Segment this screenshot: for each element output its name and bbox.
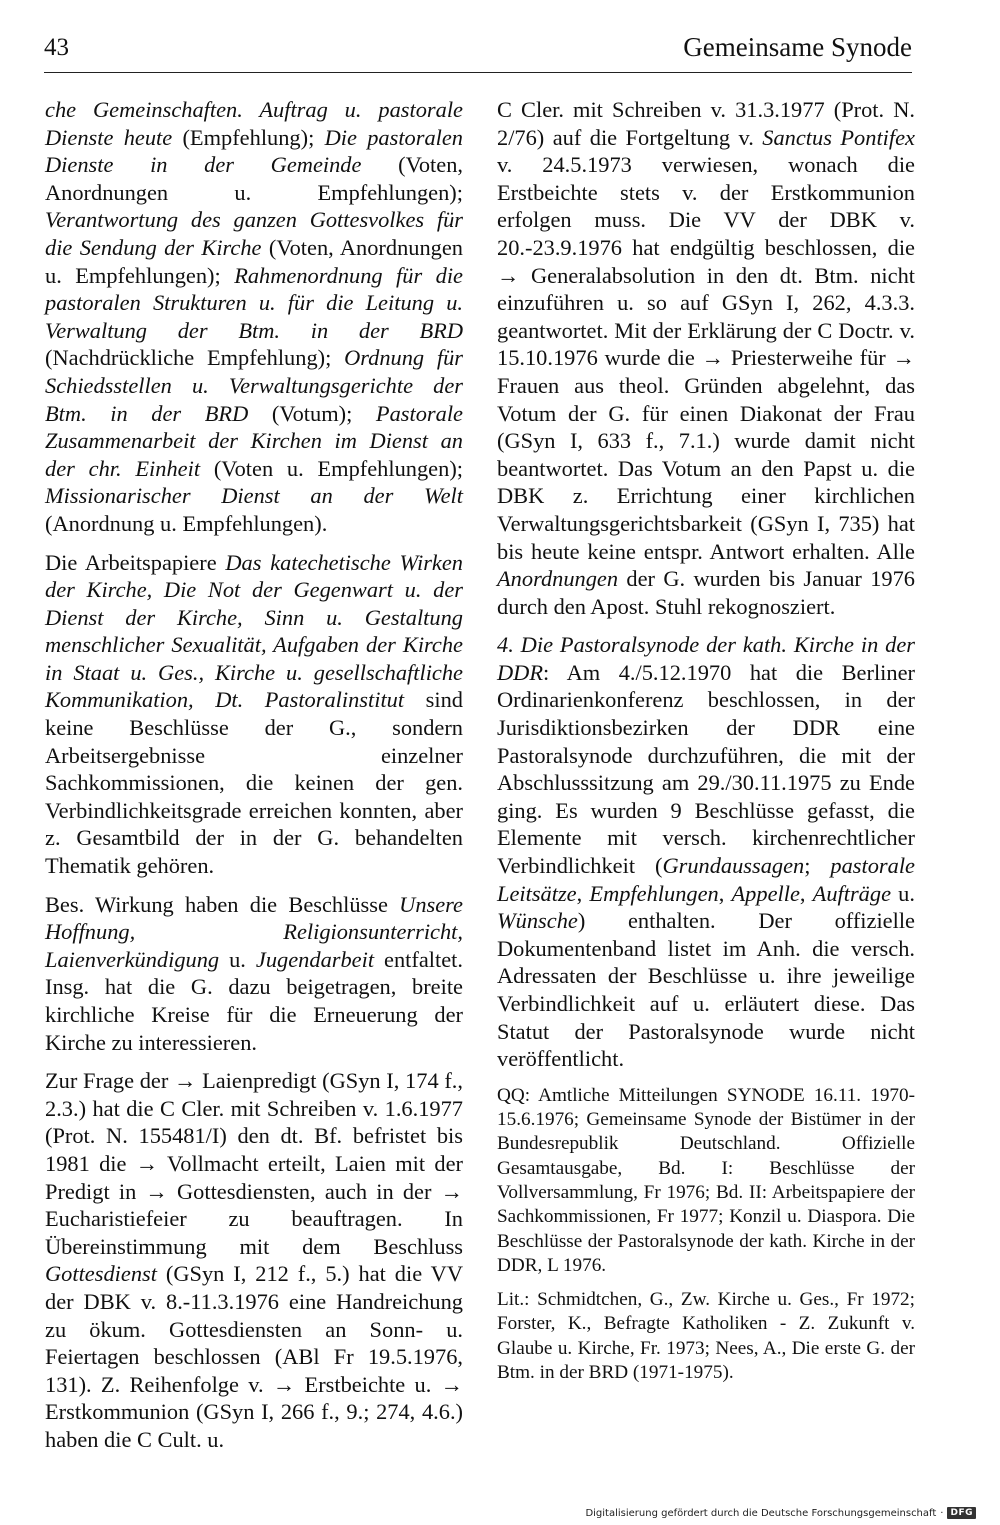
left-column [45, 96, 463, 1465]
text-run: sind keine Beschlüsse der G., sondern Arbeitsergebnisse einzelner Sachkommissionen, die keinen der gen. Verbindlichkeitsgrade erreichen konnten, aber z. Gesamtbild der in der G. behandelten Thematik gehören. [45, 687, 463, 879]
text-run: (Nachdrückliche Empfehlung); [45, 345, 345, 371]
italic-text-run: Aufträge [812, 880, 892, 906]
text-run: , [799, 880, 813, 906]
paragraph [497, 631, 915, 1073]
italic-text-run: Unsere Hoffnung, Religionsunterricht, Laienverkündigung [45, 891, 463, 972]
italic-text-run: Verantwortung des ganzen Gottesvolkes für die Sendung der Kirche [45, 207, 463, 260]
italic-text-run: Die pastoralen Dienste in der Gemeinde [45, 124, 463, 178]
paragraph [45, 96, 463, 538]
text-run: ; [804, 853, 831, 879]
paragraph [45, 1067, 463, 1453]
text-run: Lit.: Schmidtchen, G., Zw. Kirche u. Ges., Fr 1972; Forster, K., Befragte Katholiken - Z. Zukunft v. Glaube u. Kirche, Fr. 1973; Nees, A., Die erste G. der Btm. in der BRD (1971-1975). [497, 1289, 915, 1384]
text-run: entfaltet. Insg. hat die G. dazu beigetragen, breite kirchliche Kreise für die Erneuerung der Kirche zu interessieren. [45, 946, 463, 1055]
text-run: (Votum); [248, 400, 376, 426]
text-run: (Anordnung u. Empfehlungen). [45, 510, 328, 536]
text-run: u. [219, 946, 256, 972]
text-run: u. [891, 880, 915, 906]
text-run: (GSyn I, 212 f., 5.) hat die VV der DBK v. 8.-11.3.1976 eine Handreichung zu ökum. Gottesdiensten an Sonn- u. Feiertagen beschlossen (ABl Fr 19.5.1976, 131). Z. Reihenfolge v. → Erstbeichte u. → Erstkommunion (GSyn I, 266 f., 9.; 274, 4.6.) haben die C Cult. u. [45, 1261, 463, 1452]
text-run: Bes. Wirkung haben die Beschlüsse [45, 891, 400, 917]
italic-text-run: pastorale Leitsätze [497, 853, 915, 906]
text-run: ) enthalten. Der offizielle Dokumentenband listet im Anh. die versch. Adressaten der Beschlüsse u. ihre jeweilige Verbindlichkeit auf u. erläutert diese. Das Statut der Pastoralsynode wurde nicht veröffentlicht. [497, 908, 915, 1072]
italic-text-run: Anordnungen [497, 566, 619, 592]
text-run: der G. wurden bis Januar 1976 durch den Apost. Stuhl rekognosziert. [497, 566, 915, 619]
italic-text-run: Rahmenordnung für die pastoralen Strukturen u. für die Leitung u. Verwaltung der Btm. in der BRD [45, 262, 463, 343]
text-run: (Voten u. Empfehlungen); [200, 455, 463, 481]
italic-text-run: Jugendarbeit [255, 946, 375, 972]
text-run: (Voten, Anordnungen u. Empfehlungen); [45, 234, 463, 288]
text-run: QQ: Amtliche Mitteilungen SYNODE 16.11. 1970-15.6.1976; Gemeinsame Synode der Bistümer in der Bundesrepublik Deutschland. Offizielle Gesamtausgabe, Bd. I: Beschlüsse der Vollversammlung, Fr 1976; Bd. II: Arbeitspapiere der Sachkommissionen, Fr 1977; Konzil u. Diaspora. Die Beschlüsse der Pastoralsynode der kath. Kirche in der DDR, L 1976. [497, 1084, 915, 1276]
text-run: , [718, 880, 732, 906]
paragraph [497, 96, 915, 620]
page-header [44, 32, 912, 73]
digitization-credit: Digitalisierung gefördert durch die Deutsche Forschungsgemeinschaft · DFG [585, 1507, 976, 1519]
text-run: C Cler. mit Schreiben v. 31.3.1977 (Prot. N. 2/76) auf die Fortgeltung v. [497, 97, 915, 150]
literature-paragraph [497, 1288, 915, 1385]
italic-text-run: Pastorale Zusammenarbeit der Kirchen im Dienst an der chr. Einheit [45, 400, 463, 481]
italic-text-run: Das katechetische Wirken der Kirche, Die Not der Gegenwart u. der Dienst der Kirche, Sinn u. Gestaltung menschlicher Sexualität, Aufgaben der Kirche in Staat u. Ges., Kirche u. gesellschaftliche Kommunikation, Dt. Pastoralinstitut [45, 549, 463, 713]
italic-text-run: che Gemeinschaften. Auftrag u. pastorale Dienste heute [45, 97, 463, 150]
italic-text-run: Sanctus Pontifex [762, 124, 915, 150]
text-run: Die Arbeitspapiere [45, 549, 226, 575]
credit-text: Digitalisierung gefördert durch die Deutsche Forschungsgemeinschaft [585, 1507, 937, 1519]
paragraph [45, 549, 463, 880]
text-run: (Voten, Anordnungen u. Empfehlungen); [45, 152, 464, 205]
dfg-logo: DFG [947, 1507, 976, 1519]
text-run: : Am 4./5.12.1970 hat die Berliner Ordinarienkonferenz beschlossen, in der Jurisdiktionsbezirken der DDR eine Pastoralsynode durchzuführen, die mit der Abschlusssitzung am 29./30.11.1975 zu Ende ging. Es wurden 9 Beschlüsse gefasst, die Elemente mit versch. kirchenrechtlicher Verbindlichkeit ( [497, 659, 915, 879]
italic-text-run: Wünsche [497, 908, 578, 934]
italic-text-run: 4. Die Pastoralsynode der kath. Kirche in der DDR [497, 632, 915, 685]
paragraph [45, 891, 463, 1057]
italic-text-run: Grundaussagen [662, 853, 805, 879]
page-number: 43 [44, 34, 69, 61]
italic-text-run: Appelle [731, 880, 800, 906]
italic-text-run: Ordnung für Schiedsstellen u. Verwaltungsgerichte der Btm. in der BRD [45, 345, 463, 426]
text-run: , [576, 880, 590, 906]
text-run: Zur Frage der → Laienpredigt (GSyn I, 174 f., 2.3.) hat die C Cler. mit Schreiben v. 1.6.1977 (Prot. N. 155481/I) den dt. Bf. befristet bis 1981 die → Vollmacht erteilt, Laien mit der Predigt in → Gottesdiensten, auch in der → Eucharistiefeier zu beauftragen. In Übereinstimmung mit dem Beschluss [45, 1068, 463, 1259]
italic-text-run: Gottesdienst [45, 1261, 157, 1287]
italic-text-run: Empfehlungen [589, 880, 719, 906]
sources-paragraph [497, 1084, 915, 1278]
text-run: (Empfehlung); [172, 124, 325, 150]
text-run: v. 24.5.1973 verwiesen, wonach die Erstbeichte stets v. der Erstkommunion erfolgen muss. Die VV der DBK v. 20.-23.9.1976 hat endgültig beschlossen, die → Generalabsolution in den dt. Btm. nicht einzuführen u. so auf GSyn I, 262, 4.3.3. geantwortet. Mit der Erklärung der C Doctr. v. 15.10.1976 wurde die → Priesterweihe für → Frauen aus theol. Gründen abgelehnt, das Votum der G. für einen Diakonat der Frau (GSyn I, 633 f., 7.1.) wurde damit nicht beantwortet. Das Votum an den Papst u. die DBK z. Errichtung einer kirchlichen Verwaltungsgerichtsbarkeit (GSyn I, 735) hat bis heute keine entspr. Antwort erhalten. Alle [497, 152, 915, 564]
right-column [497, 96, 915, 1395]
italic-text-run: Missionarischer Dienst an der Welt [45, 483, 463, 509]
running-title: Gemeinsame Synode [683, 32, 912, 62]
